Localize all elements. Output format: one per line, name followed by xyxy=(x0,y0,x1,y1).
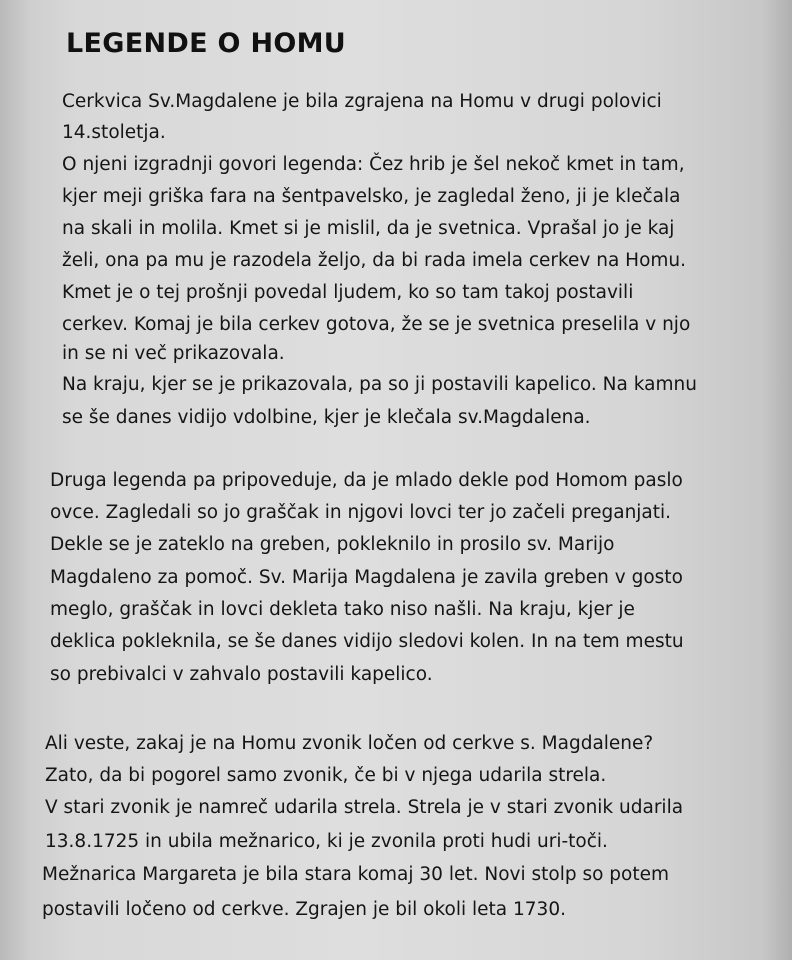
text-line: O njeni izgradnji govori legenda: Čez hrib je šel nekoč kmet in tam, xyxy=(62,154,685,175)
text-line: cerkev. Komaj je bila cerkev gotova, že se je svetnica preselila v njo xyxy=(62,314,691,335)
right-edge-shadow xyxy=(762,0,792,960)
text-line: Cerkvica Sv.Magdalene je bila zgrajena na Homu v drugi polovici xyxy=(62,91,662,112)
text-line: deklica pokleknila, se še danes vidijo sledovi kolen. In na tem mestu xyxy=(50,631,684,652)
text-line: 14.stoletja. xyxy=(62,122,166,143)
text-line: Dekle se je zateklo na greben, pokleknilo in prosilo sv. Marijo xyxy=(50,534,615,555)
text-line: in se ni več prikazovala. xyxy=(62,343,285,364)
text-line: Na kraju, kjer se je prikazovala, pa so ji postavili kapelico. Na kamnu xyxy=(62,374,697,395)
text-line: postavili ločeno od cerkve. Zgrajen je bil okoli leta 1730. xyxy=(42,899,566,920)
left-edge-shadow xyxy=(0,0,30,960)
text-line: kjer meji griška fara na šentpavelsko, je zagledal ženo, ji je klečala xyxy=(62,186,681,207)
text-line: Kmet je o tej prošnji povedal ljudem, ko so tam takoj postavili xyxy=(62,282,634,303)
text-line: so prebivalci v zahvalo postavili kapelico. xyxy=(50,664,433,685)
text-line: Mežnarica Margareta je bila stara komaj 30 let. Novi stolp so potem xyxy=(42,864,670,885)
text-line: Magdaleno za pomoč. Sv. Marija Magdalena je zavila greben v gosto xyxy=(50,567,683,588)
text-line: meglo, graščak in lovci dekleta tako niso našli. Na kraju, kjer je xyxy=(50,599,635,620)
text-line: se še danes vidijo vdolbine, kjer je klečala sv.Magdalena. xyxy=(62,407,591,428)
text-line: želi, ona pa mu je razodela željo, da bi rada imela cerkev na Homu. xyxy=(62,250,687,271)
text-line: Druga legenda pa pripoveduje, da je mlado dekle pod Homom paslo xyxy=(50,470,683,491)
text-line: Zato, da bi pogorel samo zvonik, če bi v njega udarila strela. xyxy=(45,765,607,786)
text-line: Ali veste, zakaj je na Homu zvonik ločen od cerkve s. Magdalene? xyxy=(45,733,654,754)
text-line: 13.8.1725 in ubila mežnarico, ki je zvonila proti hudi uri-toči. xyxy=(45,831,608,852)
text-line: ovce. Zagledali so jo graščak in njgovi lovci ter jo začeli preganjati. xyxy=(50,502,672,523)
sign-title: LEGENDE O HOMU xyxy=(66,28,347,59)
text-line: na skali in molila. Kmet si je mislil, da je svetnica. Vprašal jo je kaj xyxy=(62,218,675,239)
text-line: V stari zvonik je namreč udarila strela. Strela je v stari zvonik udarila xyxy=(45,797,684,818)
